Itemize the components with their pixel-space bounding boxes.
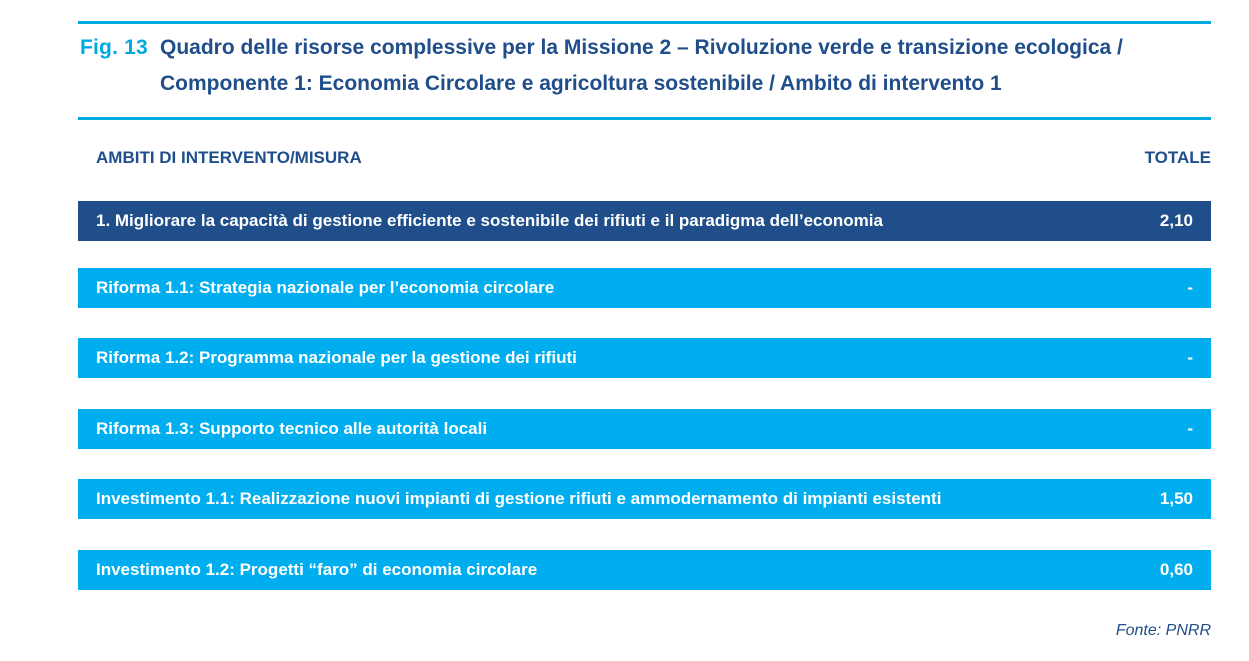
- table-row-investimento-1-2: [78, 550, 1211, 590]
- top-divider: [78, 21, 1211, 24]
- row-label: Riforma 1.1: Strategia nazionale per l’economia circolare: [96, 278, 555, 297]
- row-label: Riforma 1.2: Programma nazionale per la gestione dei rifiuti: [96, 348, 577, 367]
- row-total: 0,60: [1159, 560, 1193, 579]
- row-label: Investimento 1.2: Progetti “faro” di economia circolare: [96, 560, 538, 579]
- figure-label: Fig. 13: [80, 36, 148, 59]
- row-total: -: [1187, 278, 1193, 297]
- row-label: 1. Migliorare la capacità di gestione efficiente e sostenibile dei rifiuti e il paradigma dell’economia: [96, 211, 883, 230]
- row-label: Investimento 1.1: Realizzazione nuovi impianti di gestione rifiuti e ammodernamento di impianti esistenti: [96, 489, 942, 508]
- row-total: 2,10: [1159, 211, 1193, 230]
- column-header-total: TOTALE: [1144, 148, 1211, 167]
- table-row-investimento-1-1: [78, 479, 1211, 519]
- source-note: Fonte: PNRR: [1115, 622, 1211, 639]
- title-divider: [78, 117, 1211, 120]
- table-row-riforma-1-3: [78, 409, 1211, 449]
- table-row-riforma-1-2: [78, 338, 1211, 378]
- figure-title: Quadro delle risorse complessive per la Missione 2 – Rivoluzione verde e transizione ecologica / Componente 1: Economia Circolare e agricoltura sostenibile / Ambito di intervento 1: [160, 36, 1123, 95]
- row-total: 1,50: [1159, 489, 1193, 508]
- column-header-measure: AMBITI DI INTERVENTO/MISURA: [96, 148, 362, 167]
- row-label: Riforma 1.3: Supporto tecnico alle autorità locali: [96, 419, 488, 438]
- row-total: -: [1187, 419, 1193, 438]
- table-row-riforma-1-1: [78, 268, 1211, 308]
- row-total: -: [1187, 348, 1193, 367]
- table-row-ambito-1: [78, 201, 1211, 241]
